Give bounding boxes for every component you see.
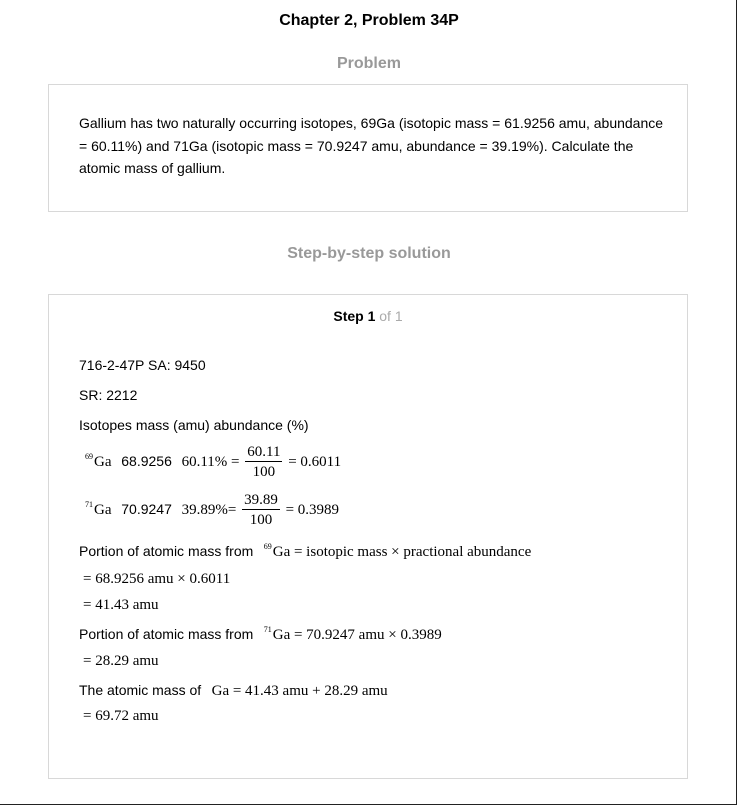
fraction-numerator: 39.89 [244, 492, 278, 508]
sr-line: SR: 2212 [79, 387, 138, 403]
fraction-denominator: 100 [252, 464, 276, 480]
atomic-label: The atomic mass of [79, 682, 202, 698]
reference-line: 716-2-47P SA: 9450 [79, 357, 206, 373]
problem-box [48, 84, 688, 212]
mass-number: 71 [263, 625, 272, 634]
step-label: Step 1 [333, 308, 376, 324]
solution-heading: Step-by-step solution [287, 245, 451, 262]
fraction-denominator: 100 [249, 512, 273, 528]
atomic-mass-line [79, 682, 388, 700]
mass-number: 69 [85, 451, 93, 461]
abundance-percent: 39.89%= [181, 501, 237, 518]
isotope-row-71 [85, 491, 339, 530]
portion-expression: Ga = 70.9247 amu × 0.3989 [272, 627, 442, 643]
portion-71-line [79, 626, 442, 644]
portion-expression: Ga = isotopic mass × practional abundance [272, 544, 532, 560]
problem-text: Gallium has two naturally occurring isotopes, 69Ga (isotopic mass = 61.9256 amu, abundance = 60.11%) and 71Ga (isotopic mass = 70.9247 amu, abundance = 39.19%). Calculate the atomic mass of gallium. [79, 115, 664, 176]
calc-69-line-b: = 41.43 amu [83, 597, 159, 613]
portion-69-line [79, 543, 531, 561]
calc-71-line: = 28.29 amu [83, 653, 159, 669]
fraction-result: = 0.3989 [285, 501, 340, 518]
isotope-mass: 70.9247 [121, 500, 172, 517]
step-header [49, 308, 687, 324]
portion-formula [264, 544, 532, 560]
fraction [245, 443, 282, 482]
element-symbol: Ga [94, 453, 112, 470]
calc-69-line-a: = 68.9256 amu × 0.6011 [83, 571, 231, 587]
fraction-result: = 0.6011 [288, 453, 342, 470]
mass-number: 69 [263, 542, 272, 551]
abundance-percent: 60.11% = [181, 453, 240, 470]
problem-heading: Problem [336, 55, 401, 72]
page-title: Chapter 2, Problem 34P [279, 12, 459, 29]
step-count: of 1 [379, 308, 403, 324]
atomic-expression: Ga = 41.43 amu + 28.29 amu [211, 683, 388, 699]
isotope-row-69 [85, 443, 341, 482]
portion-label: Portion of atomic mass from [79, 626, 254, 642]
portion-label: Portion of atomic mass from [79, 543, 254, 559]
isotope-mass: 68.9256 [121, 452, 172, 469]
fraction [242, 491, 280, 530]
table-header: Isotopes mass (amu) abundance (%) [79, 417, 309, 433]
portion-formula [264, 627, 442, 643]
final-answer: = 69.72 amu [83, 708, 159, 724]
fraction-numerator: 60.11 [247, 444, 281, 460]
element-symbol: Ga [94, 501, 112, 518]
mass-number: 71 [85, 499, 93, 509]
solution-box [48, 294, 688, 779]
